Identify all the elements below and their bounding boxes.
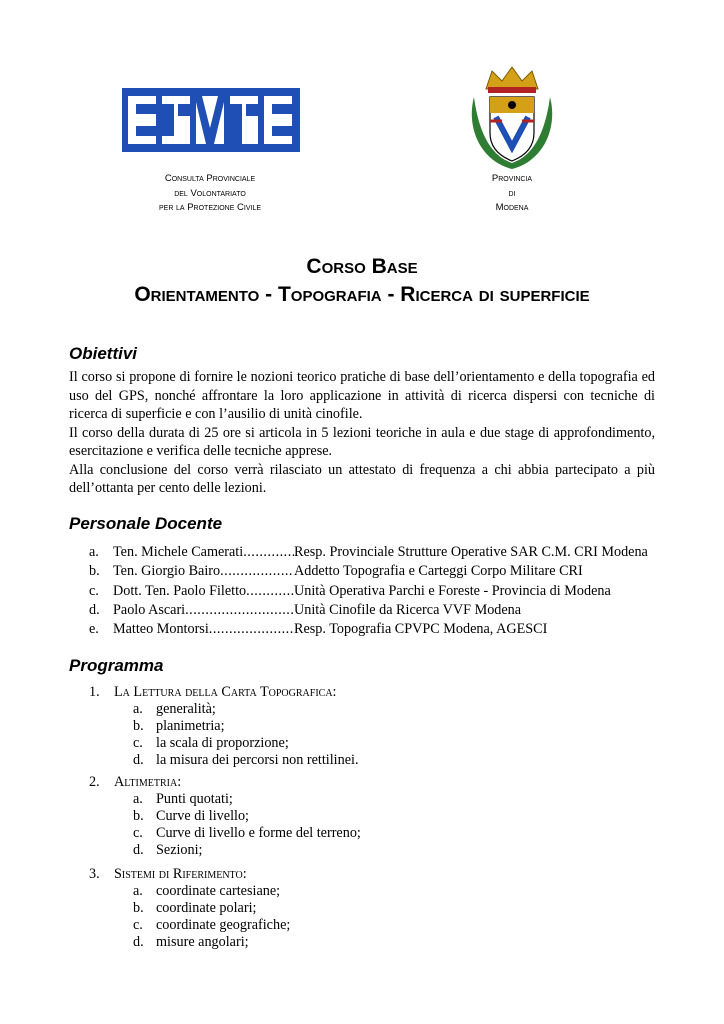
item-text: coordinate cartesiane; [156,883,281,899]
section-number: 1. [89,684,100,700]
org-line: Consulta Provinciale [164,173,256,184]
staff-name-cell [113,582,294,601]
org-name-left [120,172,300,216]
leader-dots [209,620,294,639]
staff-role: Addetto Topografia e Carteggi Corpo Militare CRI [294,563,583,580]
item-letter: c. [89,582,99,599]
staff-role: Unità Cinofile da Ricerca VVF Modena [294,601,522,618]
org-line: per la Protezione Civile [158,202,262,213]
org-name-right [472,172,552,216]
item-letter: b. [133,718,144,734]
staff-name: Dott. Ten. Paolo Filetto [113,582,247,599]
item-letter: e. [89,621,99,638]
item-letter: b. [89,563,100,580]
staff-name: Paolo Ascari [113,601,186,618]
list-item [133,917,290,934]
item-letter: d. [133,842,144,858]
item-letter: a. [89,544,99,560]
list-item [133,808,361,825]
list-item [133,752,359,769]
program-sublist [133,701,359,769]
document-title: Corso Base [306,255,418,278]
paragraph: Il corso della durata di 25 ore si articola in 5 lezioni teoriche in aula e due stage di approfondimento, esercitazione e verifica delle tecniche apprese. [69,424,655,459]
section-title: Altimetria: [114,774,182,790]
leader-dots [220,562,294,581]
program-section-1 [89,684,359,769]
item-letter: c. [133,735,143,751]
item-text: coordinate polari; [156,900,257,916]
program-section-2 [89,774,361,859]
staff-role: Resp. Topografia CPVPC Modena, AGESCI [294,621,548,638]
program-section-header [89,866,290,883]
cpvpc-logo [118,84,304,156]
item-text: generalità; [156,701,216,717]
list-item [89,620,648,639]
item-text: planimetria; [156,718,225,734]
list-item [133,934,290,951]
item-text: Curve di livello e forme del terreno; [156,825,361,841]
staff-name-cell [113,562,294,581]
list-item [133,718,359,735]
program-section-header [89,684,359,701]
list-item [133,701,359,718]
item-letter: d. [133,934,144,950]
org-line: di [508,187,516,199]
staff-list [89,543,648,639]
item-text: misure angolari; [156,934,249,950]
section-title: Sistemi di Riferimento: [114,866,247,882]
staff-name-cell [113,620,294,639]
staff-name-cell [113,543,294,562]
org-line: Provincia [491,173,533,184]
list-item [133,883,290,900]
item-text: Curve di livello; [156,808,249,824]
program-sublist [133,883,290,951]
item-letter: c. [133,825,143,841]
list-item [133,842,361,859]
paragraph: Il corso si propone di fornire le nozioni teorico pratiche di base dell’orientamento e della topografia ed uso del GPS, nonché affrontare la loro applicazione in attività di ricerca dispersi con tecniche di ricerca di superficie e con l’ausilio di unità cinofile. [69,369,655,422]
list-item [89,582,648,601]
item-letter: b. [133,900,144,916]
org-line: Modena [495,202,529,213]
item-text: la scala di proporzione; [156,735,289,751]
item-text: Sezioni; [156,842,203,858]
section-title: La Lettura della Carta Topografica: [114,684,337,700]
list-item [133,825,361,842]
program-section-header [89,774,361,791]
staff-role: Resp. Provinciale Strutture Operative SAR C.M. CRI Modena [294,544,648,560]
org-line: del Volontariato [174,187,246,199]
program-section-3 [89,866,290,951]
section-number: 3. [89,866,100,882]
list-item [89,562,648,581]
item-letter: a. [133,883,143,899]
section-number: 2. [89,774,100,790]
item-letter: c. [133,917,143,933]
paragraph: Alla conclusione del corso verrà rilasciato un attestato di frequenza a chi abbia partecipato a più dell’ottanta per cento delle lezioni. [69,461,655,496]
list-item [89,543,648,562]
leader-dots [185,601,294,620]
section-heading-personale: Personale Docente [69,514,223,533]
staff-name: Matteo Montorsi [113,621,209,638]
obiettivi-body [69,368,655,498]
list-item [133,900,290,917]
list-item [133,791,361,808]
item-text: coordinate geografiche; [156,917,291,933]
program-sublist [133,791,361,859]
staff-name-cell [113,601,294,620]
list-item [133,735,359,752]
staff-name: Ten. Giorgio Bairo [113,563,221,580]
item-letter: a. [133,701,143,717]
provincia-crest-icon [466,67,558,171]
list-item [89,601,648,620]
document-subtitle: Orientamento - Topografia - Ricerca di superficie [134,283,590,306]
item-text: Punti quotati; [156,791,233,807]
leader-dots [243,543,294,562]
staff-name: Ten. Michele Camerati [113,544,244,560]
staff-role: Unità Operativa Parchi e Foreste - Provincia di Modena [294,582,611,599]
section-heading-programma: Programma [69,656,164,675]
item-text: la misura dei percorsi non rettilinei. [156,752,359,768]
item-letter: a. [133,791,143,807]
leader-dots [246,582,294,601]
item-letter: b. [133,808,144,824]
section-heading-obiettivi: Obiettivi [69,344,138,363]
item-letter: d. [133,752,144,768]
item-letter: d. [89,601,100,618]
